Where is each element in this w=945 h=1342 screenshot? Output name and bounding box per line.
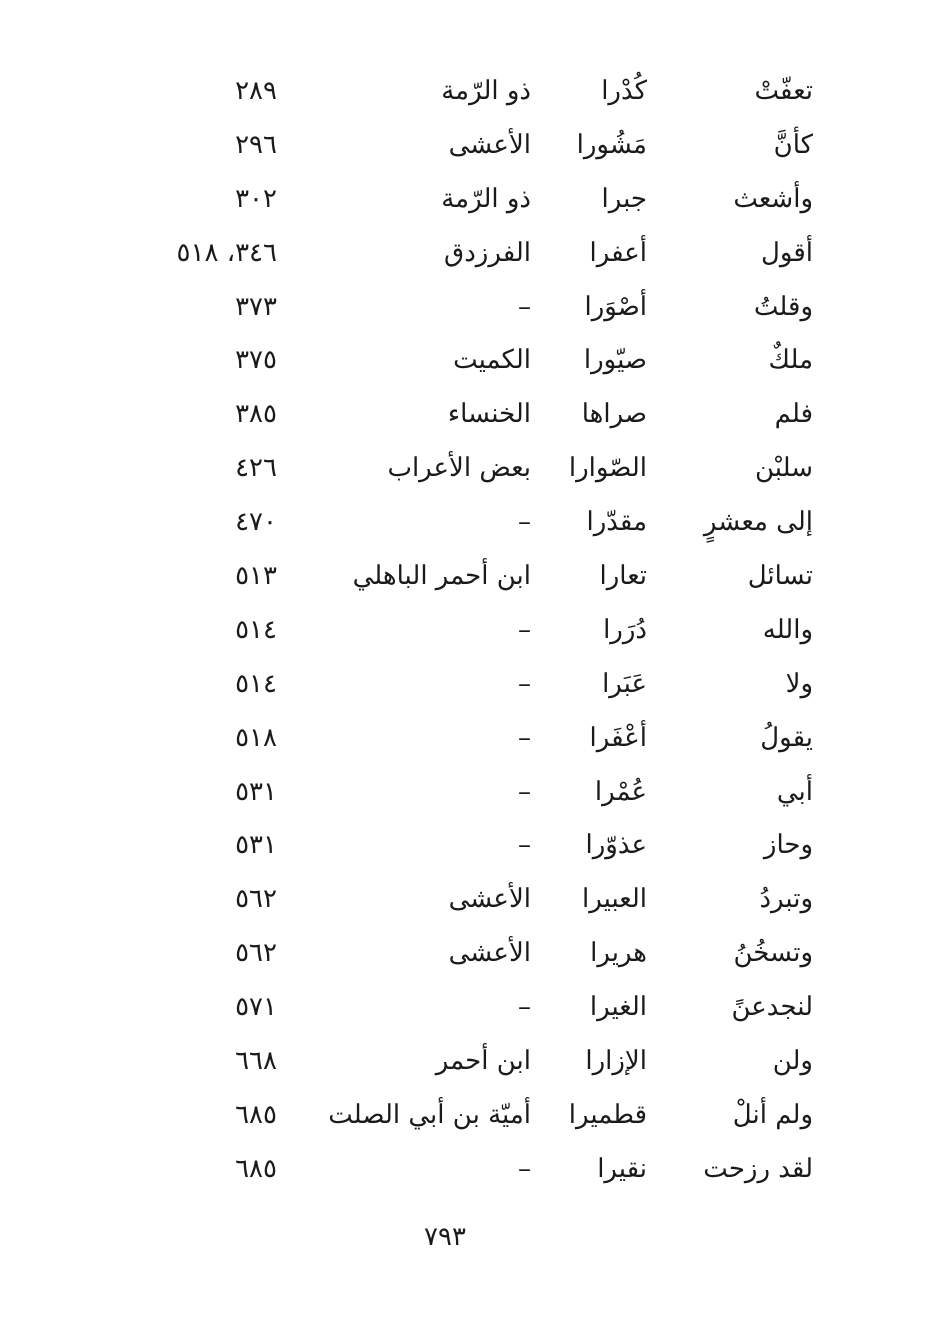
index-row: [0, 120, 945, 174]
index-page-ref: ٦٨٥: [235, 1099, 277, 1130]
index-word: يقولُ: [760, 722, 813, 753]
index-rhyme: الغيرا: [589, 992, 647, 1023]
index-row: [0, 228, 945, 282]
index-poet: –: [518, 614, 531, 645]
index-word: كأنَّ: [773, 129, 813, 160]
index-rhyme: هريرا: [590, 938, 647, 969]
index-word: وحاز: [763, 830, 813, 861]
index-poet: الكميت: [453, 345, 531, 376]
index-word: تعفّتْ: [754, 76, 813, 106]
rhyme-index-table: [0, 66, 945, 1198]
index-poet: الفرزدق: [444, 237, 531, 268]
index-row: [0, 66, 945, 120]
index-rhyme: قطميرا: [568, 1099, 647, 1130]
index-row: [0, 874, 945, 928]
index-page-ref: ٦٦٨: [235, 1046, 277, 1077]
index-page-ref: ٣٧٣: [235, 291, 277, 322]
index-poet: الخنساء: [447, 399, 531, 430]
index-word: ولا: [785, 668, 813, 699]
index-rhyme: الصّوارا: [568, 453, 647, 484]
index-rhyme: صراها: [581, 399, 647, 430]
index-page-ref: ٦٨٥: [235, 1153, 277, 1184]
index-page-ref: ٢٩٦: [235, 129, 277, 160]
index-poet: –: [518, 291, 531, 322]
index-row: [0, 1036, 945, 1090]
index-rhyme: عَبَرا: [602, 668, 647, 699]
index-page-ref: ٣٤٦، ٥١٨: [176, 237, 277, 268]
index-row: [0, 497, 945, 551]
index-poet: –: [518, 507, 531, 538]
index-page-ref: ٣٧٥: [235, 345, 277, 376]
index-rhyme: دُرَرا: [603, 614, 647, 645]
index-page-ref: ٥١٤: [235, 614, 277, 645]
index-page-ref: ٥٦٢: [235, 938, 277, 969]
index-poet: –: [518, 668, 531, 699]
index-rhyme: العبيرا: [582, 884, 647, 915]
index-row: [0, 174, 945, 228]
index-rhyme: مقدّرا: [586, 507, 647, 538]
index-word: وأشعث: [733, 183, 813, 214]
index-rhyme: كُدْرا: [601, 76, 647, 106]
index-row: [0, 1144, 945, 1198]
index-poet: بعض الأعراب: [387, 453, 531, 484]
index-rhyme: أصْوَرا: [584, 291, 647, 322]
index-rhyme: أعفرا: [589, 237, 647, 268]
index-page-ref: ٥٣١: [235, 776, 277, 807]
index-poet: ذو الرّمة: [441, 183, 531, 214]
index-poet: أميّة بن أبي الصلت: [328, 1099, 531, 1130]
index-row: [0, 928, 945, 982]
index-word: والله: [762, 614, 813, 645]
index-page-ref: ٥٧١: [235, 992, 277, 1023]
index-page-ref: ٥٦٢: [235, 884, 277, 915]
index-rhyme: تعارا: [599, 561, 647, 592]
index-page-ref: ٣٨٥: [235, 399, 277, 430]
index-poet: الأعشى: [448, 938, 531, 969]
index-row: [0, 551, 945, 605]
index-poet: –: [518, 1153, 531, 1184]
index-rhyme: صيّورا: [583, 345, 647, 376]
index-poet: ابن أحمر: [435, 1046, 531, 1077]
index-word: ولم أنلْ: [732, 1099, 813, 1130]
index-word: وتبردُ: [759, 884, 813, 915]
index-poet: –: [518, 722, 531, 753]
index-word: سلبْن: [754, 453, 813, 484]
index-row: [0, 1090, 945, 1144]
index-word: أبي: [776, 776, 813, 807]
index-word: لنجدعنً: [731, 992, 813, 1023]
index-poet: –: [518, 992, 531, 1023]
index-poet: الأعشى: [448, 129, 531, 160]
index-word: ملكٌ: [768, 345, 813, 376]
index-word: أقول: [761, 237, 813, 268]
index-row: [0, 820, 945, 874]
index-word: إلى معشرٍ: [703, 507, 813, 538]
index-row: [0, 767, 945, 821]
index-rhyme: عذوّرا: [585, 830, 647, 861]
index-poet: الأعشى: [448, 884, 531, 915]
index-page-ref: ٣٠٢: [235, 183, 277, 214]
index-word: ولن: [772, 1046, 813, 1077]
index-word: تسائل: [747, 561, 813, 592]
index-row: [0, 443, 945, 497]
index-row: [0, 659, 945, 713]
index-page-ref: ٤٢٦: [235, 453, 277, 484]
index-row: [0, 282, 945, 336]
index-rhyme: مَشُورا: [576, 129, 647, 160]
page-number: ٧٩٣: [424, 1222, 466, 1252]
index-word: لقد رزحت: [703, 1153, 813, 1184]
index-page-ref: ٥١٣: [235, 561, 277, 592]
index-word: وقلتُ: [753, 291, 813, 322]
index-poet: ابن أحمر الباهلي: [352, 561, 531, 592]
index-word: وتسخُنُ: [733, 938, 813, 969]
index-page-ref: ٥٣١: [235, 830, 277, 861]
index-rhyme: نقيرا: [597, 1153, 647, 1184]
index-row: [0, 335, 945, 389]
index-poet: ذو الرّمة: [441, 76, 531, 106]
index-page-ref: ٥١٨: [235, 722, 277, 753]
index-row: [0, 605, 945, 659]
index-row: [0, 982, 945, 1036]
index-row: [0, 389, 945, 443]
index-word: فلم: [774, 399, 813, 430]
index-poet: –: [518, 830, 531, 861]
index-page-ref: ٢٨٩: [235, 76, 277, 106]
index-rhyme: الإزارا: [585, 1046, 647, 1077]
index-row: [0, 713, 945, 767]
index-page-ref: ٥١٤: [235, 668, 277, 699]
index-rhyme: جبرا: [601, 183, 647, 214]
index-poet: –: [518, 776, 531, 807]
index-page-ref: ٤٧٠: [235, 507, 277, 538]
index-rhyme: عُمْرا: [594, 776, 647, 807]
index-rhyme: أعْفَرا: [589, 722, 647, 753]
